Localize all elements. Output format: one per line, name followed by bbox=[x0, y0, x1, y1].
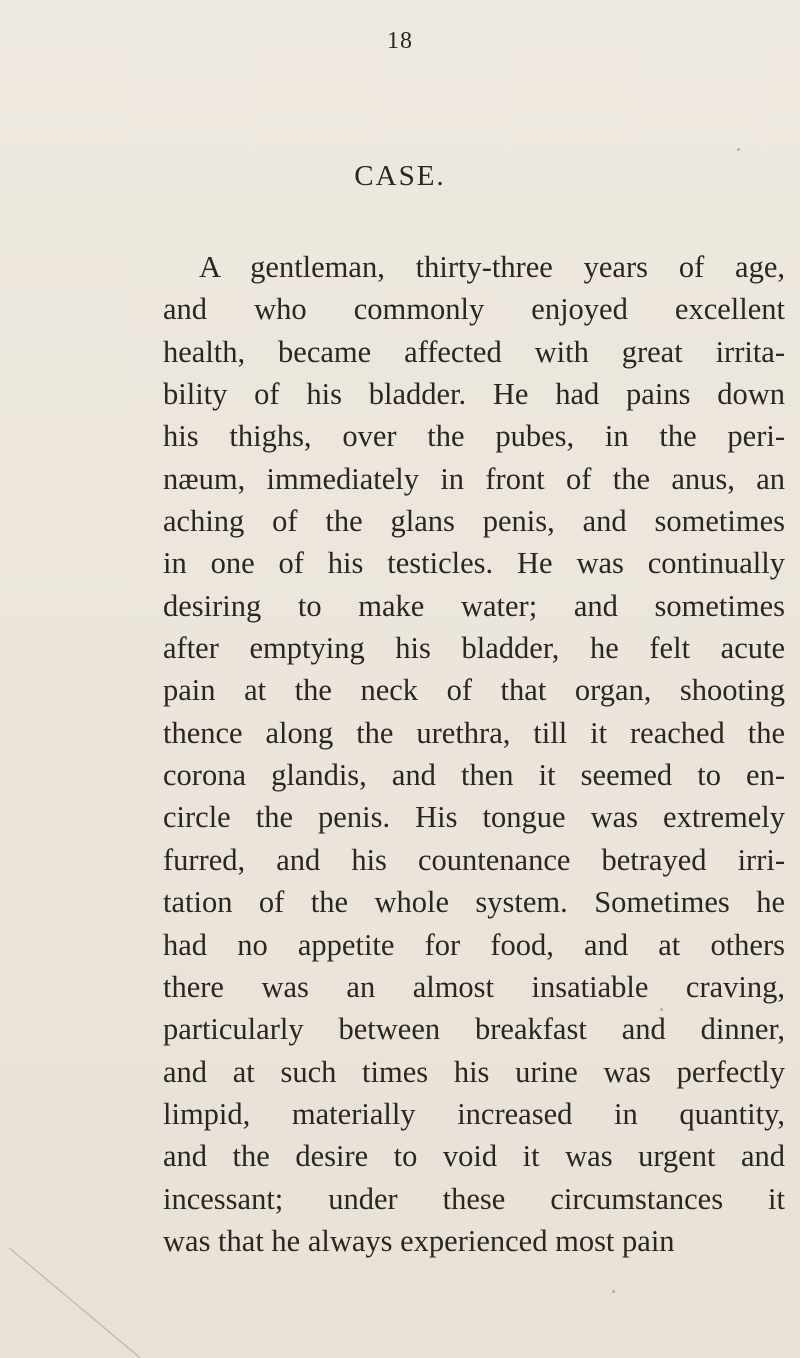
text-line: his thighs, over the pubes, in the peri- bbox=[163, 419, 785, 454]
text-line: limpid, materially increased in quantity, bbox=[163, 1096, 785, 1131]
text-line: there was an almost insatiable craving, bbox=[163, 969, 785, 1004]
text-line: aching of the glans penis, and sometimes bbox=[163, 504, 785, 539]
body-paragraph bbox=[163, 246, 785, 1262]
section-heading: CASE. bbox=[354, 160, 446, 192]
text-line: tation of the whole system. Sometimes he bbox=[163, 885, 785, 920]
paper-speck bbox=[612, 1290, 615, 1293]
text-line: after emptying his bladder, he felt acute bbox=[163, 631, 785, 666]
text-line: had no appetite for food, and at others bbox=[163, 927, 785, 962]
paper-speck bbox=[737, 148, 740, 151]
text-line: health, became affected with great irrita- bbox=[163, 334, 785, 369]
text-line: particularly between breakfast and dinner, bbox=[163, 1012, 785, 1047]
text-line: næum, immediately in front of the anus, an bbox=[163, 461, 785, 496]
text-line: A gentleman, thirty-three years of age, bbox=[199, 250, 785, 284]
text-line: thence along the urethra, till it reached the bbox=[163, 715, 785, 750]
text-line: furred, and his countenance betrayed irri- bbox=[163, 842, 785, 877]
text-line: pain at the neck of that organ, shooting bbox=[163, 673, 785, 708]
paper-crease bbox=[0, 1248, 140, 1358]
text-line: was that he always experienced most pain bbox=[163, 1223, 675, 1258]
text-line: bility of his bladder. He had pains down bbox=[163, 377, 785, 412]
text-line: and who commonly enjoyed excellent bbox=[163, 292, 785, 327]
text-line: corona glandis, and then it seemed to en- bbox=[163, 758, 785, 793]
text-line: and at such times his urine was perfectly bbox=[163, 1054, 785, 1089]
text-line: and the desire to void it was urgent and bbox=[163, 1139, 785, 1174]
paper-speck bbox=[660, 1008, 663, 1011]
text-line: incessant; under these circumstances it bbox=[163, 1181, 785, 1216]
text-line: desiring to make water; and sometimes bbox=[163, 588, 785, 623]
page-number: 18 bbox=[387, 28, 413, 54]
text-line: in one of his testicles. He was continually bbox=[163, 546, 785, 581]
text-line: circle the penis. His tongue was extremely bbox=[163, 800, 785, 835]
